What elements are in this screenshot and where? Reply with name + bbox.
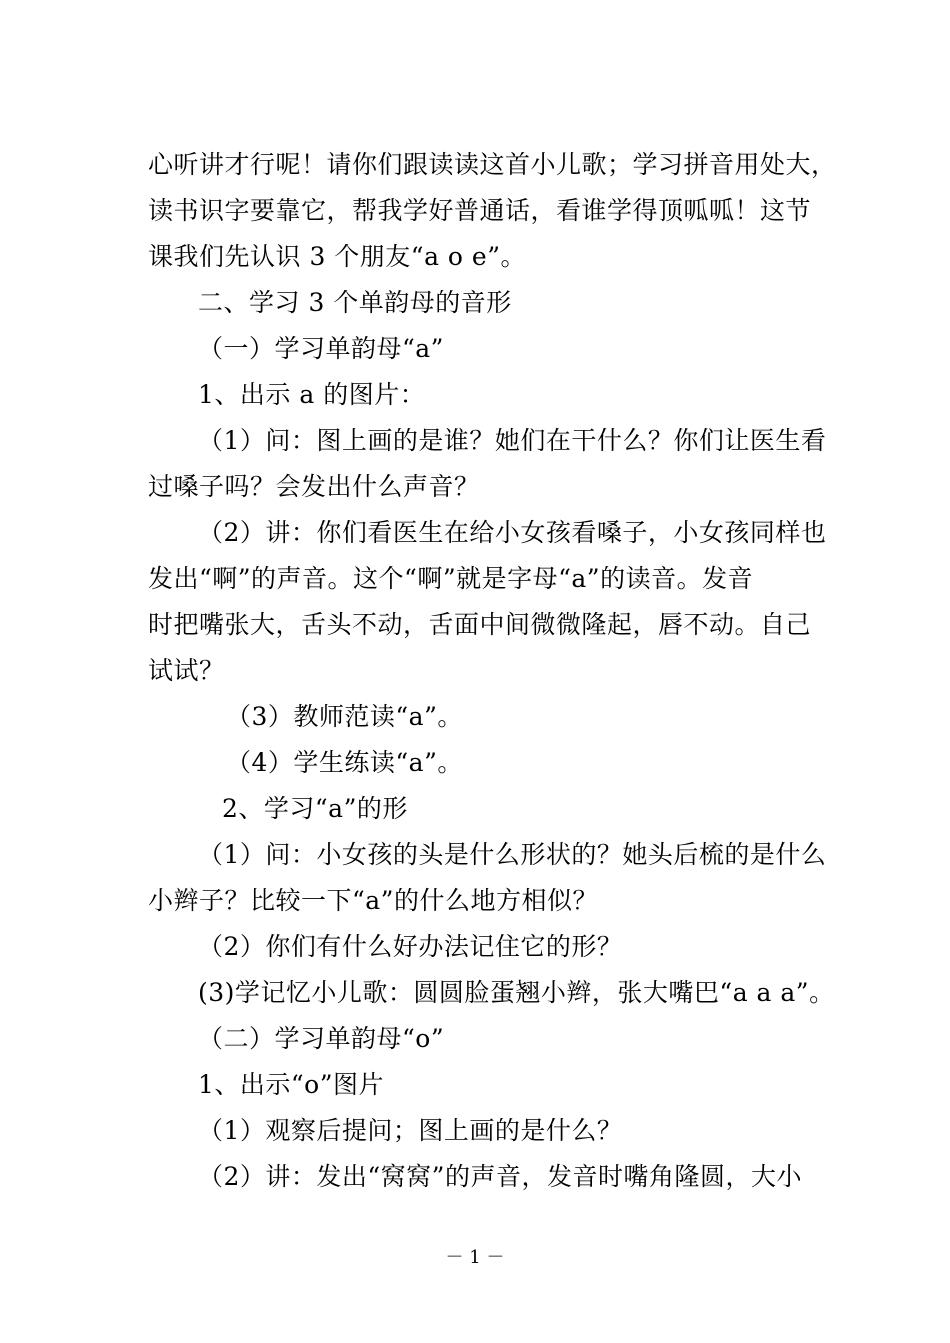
text-line: （1）观察后提问；图上画的是什么？ xyxy=(198,1116,623,1145)
text-line: 1、出示 a 的图片： xyxy=(198,380,426,409)
text-line: 试试？ xyxy=(148,656,225,685)
text-line: 读书识字要靠它，帮我学好普通话，看谁学得顶呱呱！这节 xyxy=(148,196,812,225)
text-line: 小辫子？比较一下“a”的什么地方相似？ xyxy=(148,886,598,915)
text-line: （1）问：小女孩的头是什么形状的？她头后梳的是什么 xyxy=(198,840,827,869)
text-line: （2）你们有什么好办法记住它的形？ xyxy=(198,932,623,961)
subsection-heading: （一）学习单韵母“a” xyxy=(198,334,444,363)
text-line: （2）讲：你们看医生在给小女孩看嗓子，小女孩同样也 xyxy=(198,518,827,547)
text-line: 2、学习“a”的形 xyxy=(222,794,408,823)
text-line: 过嗓子吗？会发出什么声音？ xyxy=(148,472,480,501)
text-line: 发出“啊”的声音。这个“啊”就是字母“a”的读音。发音 xyxy=(148,564,754,593)
text-line: 时把嘴张大，舌头不动，舌面中间微微隆起，唇不动。自己 xyxy=(148,610,812,639)
section-heading: 二、学习 3 个单韵母的音形 xyxy=(198,288,512,317)
text-line: 心听讲才行呢！请你们跟读读这首小儿歌；学习拼音用处大， xyxy=(148,150,837,179)
text-line: （3）教师范读“a”。 xyxy=(226,702,463,731)
text-line: 1、出示“o”图片 xyxy=(198,1070,385,1099)
text-line: （4）学生练读“a”。 xyxy=(226,748,463,777)
text-line: (3)学记忆小儿歌：圆圆脸蛋翘小辫，张大嘴巴“a a a”。 xyxy=(198,978,835,1007)
page-number: － 1 － xyxy=(445,1247,505,1268)
subsection-heading: （二）学习单韵母“o” xyxy=(198,1024,445,1053)
text-line: 课我们先认识 3 个朋友“a o e”。 xyxy=(148,242,527,271)
text-line: （2）讲：发出“窝窝”的声音，发音时嘴角隆圆，大小 xyxy=(198,1162,802,1191)
text-line: （1）问：图上画的是谁？她们在干什么？你们让医生看 xyxy=(198,426,827,455)
